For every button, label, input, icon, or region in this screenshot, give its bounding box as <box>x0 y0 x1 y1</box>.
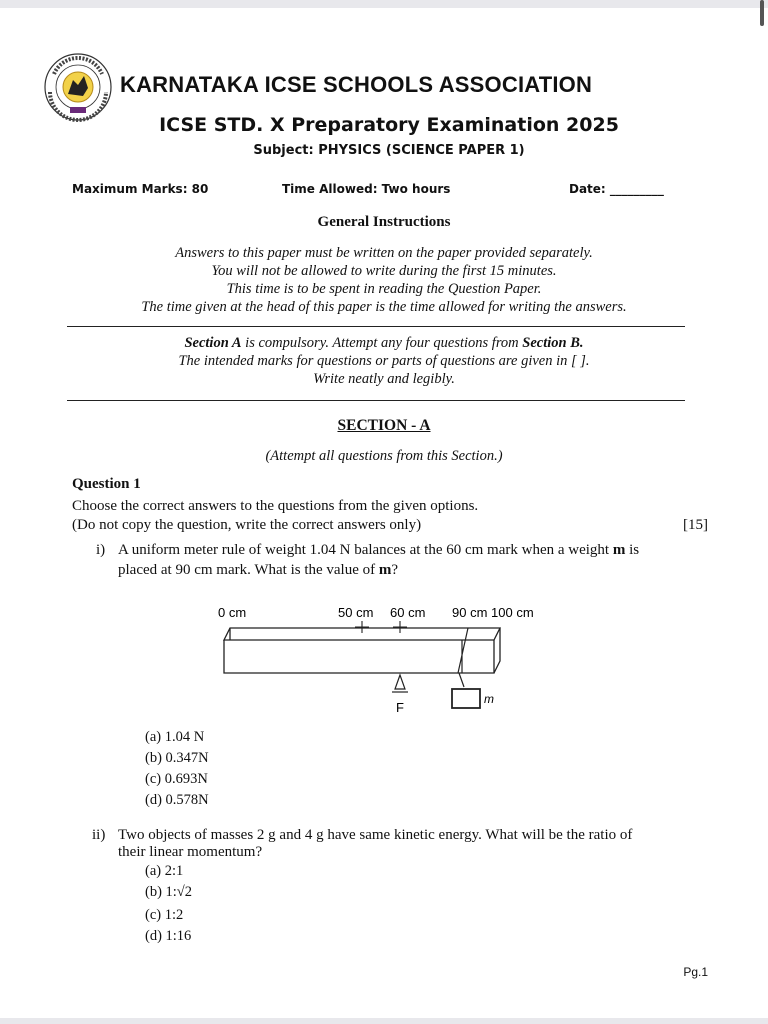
option-b: (b) 1:√2 <box>145 884 193 900</box>
option-a: (a) 1.04 N <box>145 729 205 745</box>
option-d: (d) 1:16 <box>145 928 192 944</box>
subject-line: Subject: PHYSICS (SCIENCE PAPER 1) <box>253 143 525 158</box>
option-a: (a) 2:1 <box>145 863 184 879</box>
option-d: (d) 0.578N <box>145 792 209 808</box>
section-note: (Attempt all questions from this Section.) <box>265 448 503 464</box>
instruction-line: You will not be allowed to write during the first 15 minutes. <box>211 263 557 279</box>
divider <box>67 326 685 327</box>
subquestion-text: Two objects of masses 2 g and 4 g have same kinetic energy. What will be the ratio of <box>118 827 633 843</box>
option-b: (b) 0.347N <box>145 750 209 766</box>
fulcrum-label: F <box>396 700 404 715</box>
question-instruction: (Do not copy the question, write the correct answers only) <box>72 517 422 533</box>
label-50cm: 50 cm <box>338 605 374 620</box>
fulcrum-triangle <box>395 675 405 689</box>
exam-title: ICSE STD. X Preparatory Examination 2025 <box>159 114 619 136</box>
mass-label: m <box>484 692 494 706</box>
instruction-line: The time given at the head of this paper is the time allowed for writing the answers. <box>141 299 627 315</box>
instruction-line: Answers to this paper must be written on the paper provided separately. <box>175 245 593 261</box>
question-marks: [15] <box>683 517 708 533</box>
option-c: (c) 1:2 <box>145 907 184 923</box>
marks-instruction: The intended marks for questions or parts of questions are given in [ ]. <box>178 353 590 369</box>
exam-page <box>0 8 768 1018</box>
association-logo <box>40 52 116 122</box>
tick-60cm <box>393 621 407 633</box>
question-label: Question 1 <box>72 476 141 492</box>
tick-50cm <box>355 621 369 633</box>
label-0cm: 0 cm <box>218 605 247 620</box>
neatness-instruction: Write neatly and legibly. <box>313 371 455 387</box>
subquestion-text: A uniform meter rule of weight 1.04 N balances at the 60 cm mark when a weight m is <box>118 542 640 558</box>
rule-front-face <box>224 640 494 673</box>
mass-block <box>452 689 480 708</box>
option-c: (c) 0.693N <box>145 771 208 787</box>
association-name: KARNATAKA ICSE SCHOOLS ASSOCIATION <box>120 72 593 97</box>
section-title: SECTION - A <box>337 417 431 434</box>
instructions-heading: General Instructions <box>317 214 451 230</box>
subquestion-number: ii) <box>92 827 106 843</box>
label-90-100cm: 90 cm 100 cm <box>452 605 534 620</box>
section-rule-line: Section A is compulsory. Attempt any four questions from Section B. <box>184 335 584 351</box>
instruction-line: This time is to be spent in reading the Question Paper. <box>226 281 542 297</box>
subquestion-number: i) <box>96 542 106 558</box>
meter-rule-figure <box>200 593 560 723</box>
question-instruction: Choose the correct answers to the questions from the given options. <box>72 498 479 514</box>
scrollbar-thumb[interactable] <box>760 0 764 26</box>
date-field: Date: _________ <box>569 182 664 196</box>
max-marks: Maximum Marks: 80 <box>72 182 209 196</box>
subquestion-text: their linear momentum? <box>118 844 263 860</box>
label-60cm: 60 cm <box>390 605 426 620</box>
divider <box>67 400 685 401</box>
time-allowed: Time Allowed: Two hours <box>282 182 451 196</box>
subquestion-text: placed at 90 cm mark. What is the value of m? <box>118 562 399 578</box>
page-number: Pg.1 <box>683 965 708 979</box>
hanger-lines <box>458 628 468 673</box>
